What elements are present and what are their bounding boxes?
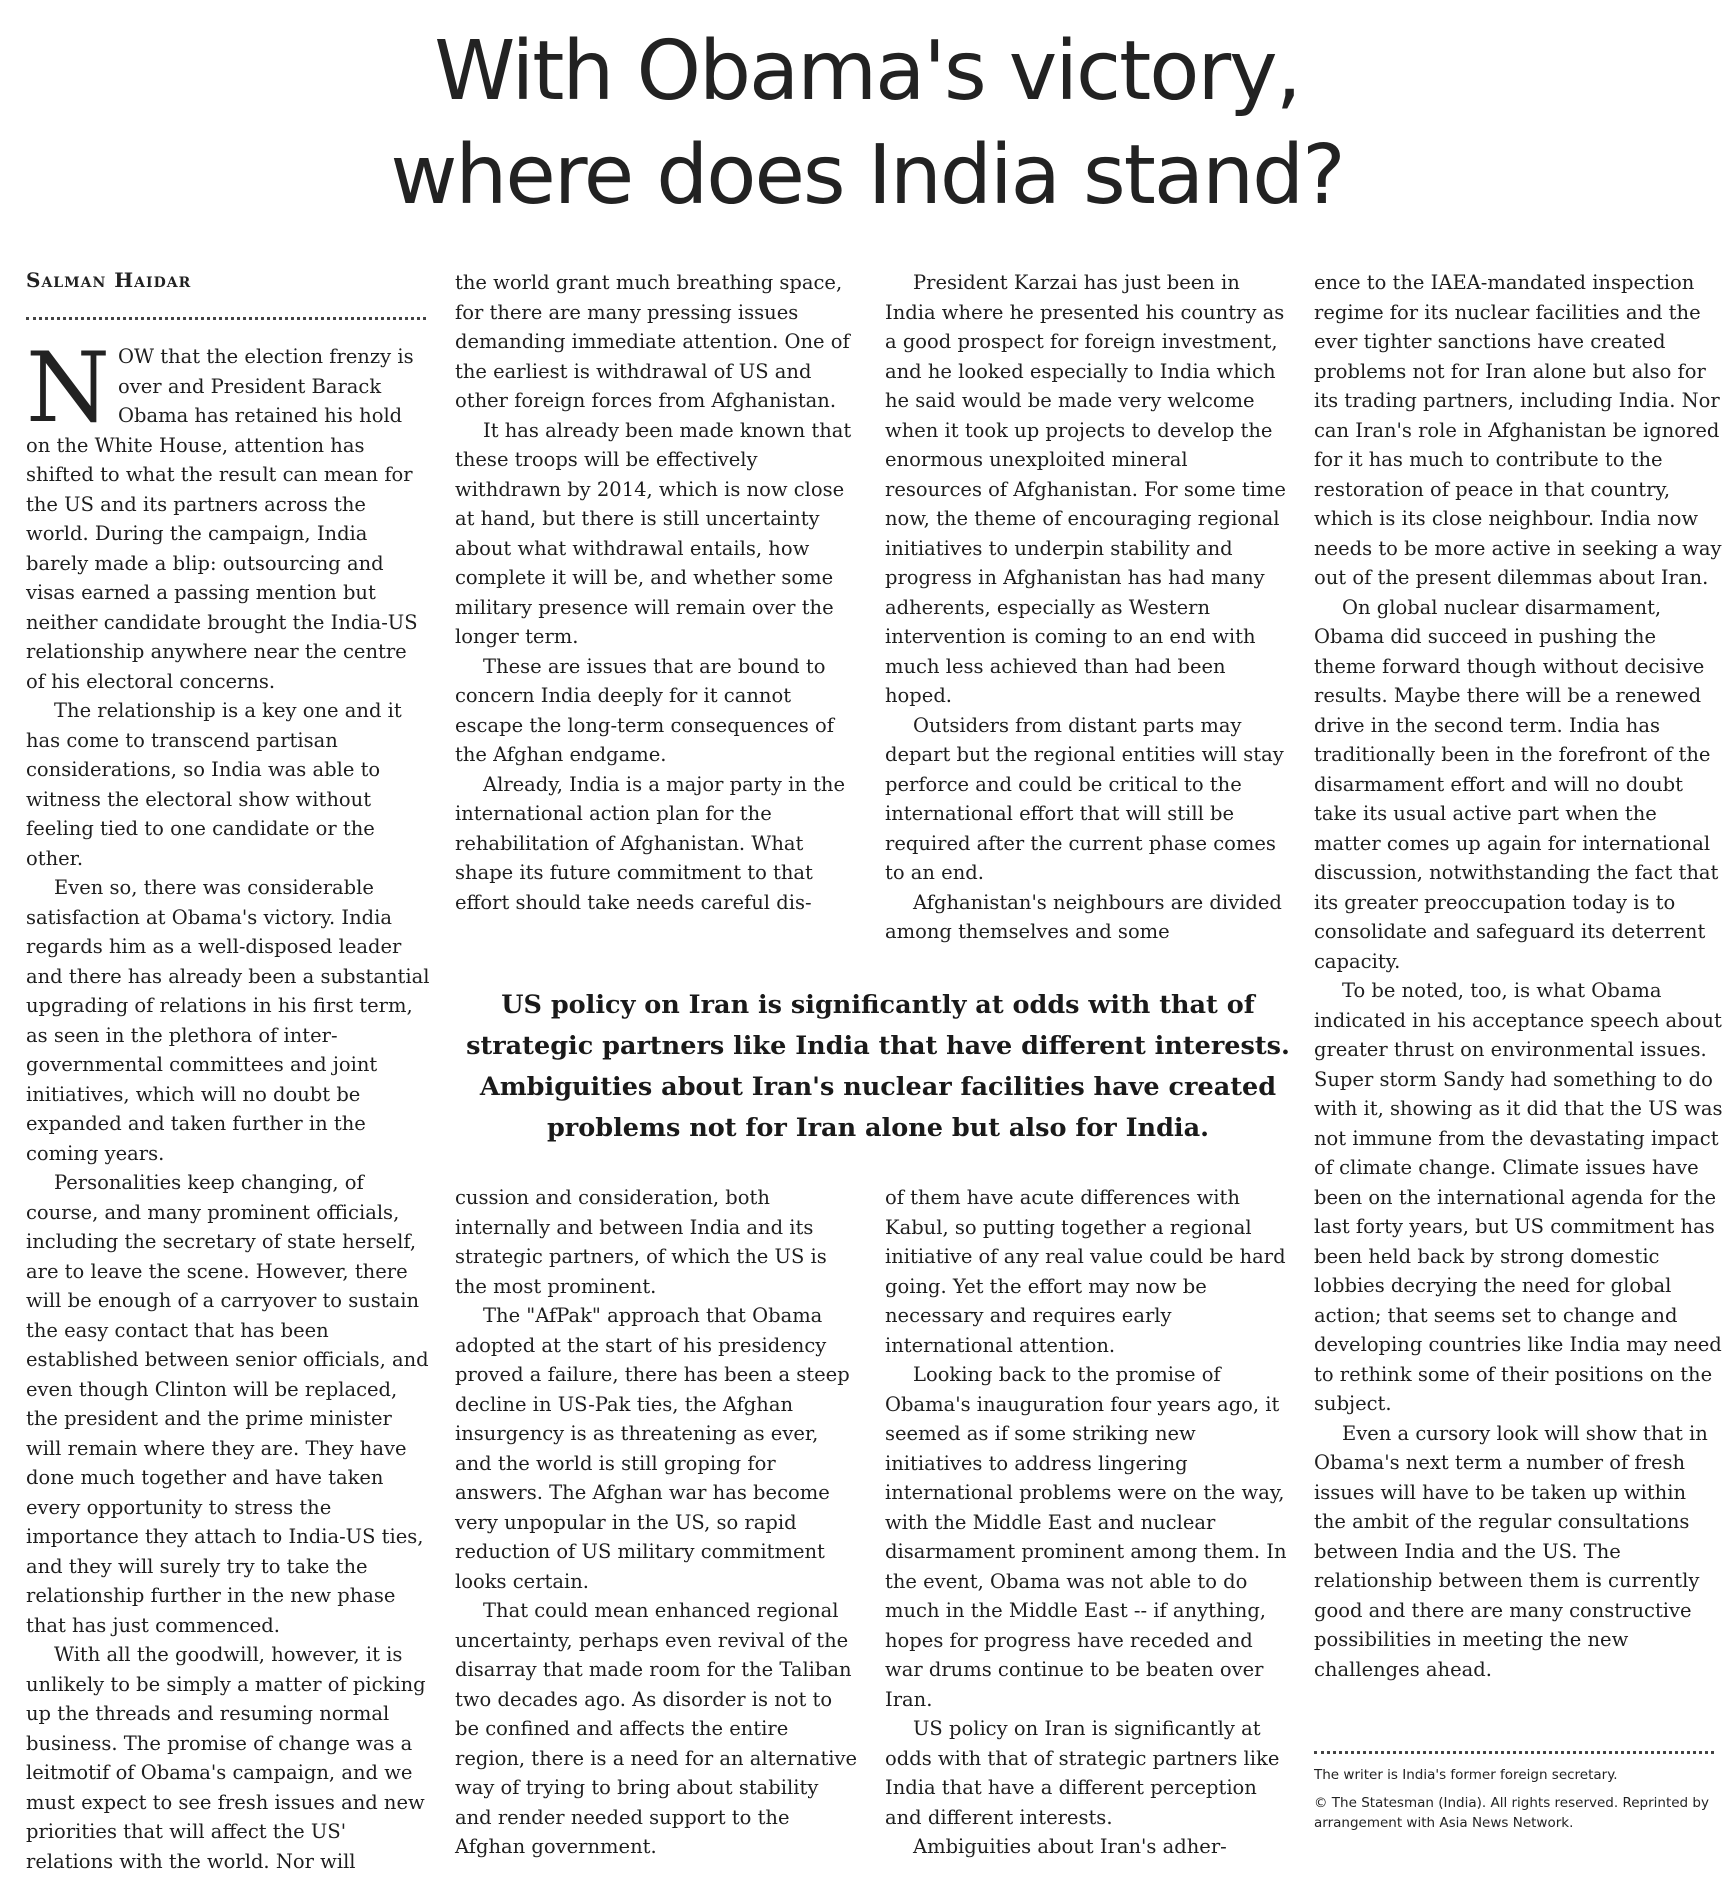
headline [0,20,1734,228]
byline-rule [26,317,426,320]
column-3-top [885,268,1289,947]
column-2-top [455,268,859,917]
author-note: The writer is India's former foreign secretary. [1314,1767,1618,1783]
paragraph: It has already been made known that these troops will be effectively withdrawn by 2014, which is now close at hand, but there is still uncertainty about what withdrawal entails, how complete it will be, and whether some military presence will remain over the longer term. [455,418,852,648]
paragraph: cussion and consideration, both internally and between India and its strategic partners, of which the US is the most prominent. [455,1186,827,1298]
paragraph: With all the goodwill, however, it is unlikely to be simply a matter of picking up the threads and resuming normal business. The promise of change was a leitmotif of Obama's campaign, and we must expect to see fresh issues and new priorities that will affect the US' relations with the world. Nor will [26,1643,426,1873]
paragraph: Even a cursory look will show that in Obama's next term a number of fresh issues will have to be taken up within the ambit of the regular consultations between India and the US. The relationship between them is currently good and there are many constructive possibilities in meeting the new challenges ahead. [1314,1421,1708,1681]
paragraph: Ambiguities about Iran's adher- [913,1835,1227,1858]
paragraph: of them have acute differences with Kabul, so putting together a regional initiative of any real value could be hard going. Yet the effort may now be necessary and requires early international attention. [885,1186,1286,1357]
paragraph: the world grant much breathing space, for there are many pressing issues demanding immediate attention. One of the earliest is withdrawal of US and other foreign forces from Afghanistan. [455,271,850,412]
paragraph-text: OW that the election frenzy is over and President Barack Obama has retained his hold on the White House, attention has shifted to what the result can mean for the US and its partners across the world. During the campaign, India barely made a blip: outsourcing and visas earned a passing mention but neither candidate brought the India-US relationship anywhere near the centre of his electoral concerns. [26,345,418,693]
paragraph: The relationship is a key one and it has come to transcend partisan considerations, so India was able to witness the electoral show without feeling tied to one candidate or the other. [26,699,402,870]
paragraph: ence to the IAEA-mandated inspection regime for its nuclear facilities and the ever tighter sanctions have created problems not for Iran alone but also for its trading partners, including India. Nor can Iran's role in Afghanistan be ignored for it has much to contribute to the restoration of peace in that country, which is its close neighbour. India now needs to be more active in seeking a way out of the present dilemmas about Iran. [1314,271,1722,589]
paragraph: The "AfPak" approach that Obama adopted at the start of his presidency proved a failure, there has been a steep decline in US-Pak ties, the Afghan insurgency is as threatening as ever, and the world is still groping for answers. The Afghan war has become very unpopular in the US, so rapid reduction of US military commitment looks certain. [455,1304,850,1593]
paragraph: Afghanistan's neighbours are divided among themselves and some [885,890,1282,943]
paragraph: That could mean enhanced regional uncertainty, perhaps even revival of the disarray that made room for the Taliban two decades ago. As disorder is not to be confined and affects the entire region, there is a need for an alternative way of trying to bring about stability and render needed support to the Afghan government. [455,1599,858,1858]
paragraph: To be noted, too, is what Obama indicated in his acceptance speech about greater thrust on environmental issues. Super storm Sandy had something to do with it, showing as it did that the US was not immune from the devastating impact of climate change. Climate issues have been on the international agenda for the last forty years, but US commitment has been held back by strong domestic lobbies decrying the need for global action; that seems set to change and developing countries like India may need to rethink some of their positions on the subject. [1314,979,1723,1415]
paragraph: On global nuclear disarmament, Obama did succeed in pushing the theme forward though without decisive results. Maybe there will be a renewed drive in the second term. India has traditionally been in the forefront of the disarmament effort and will no doubt take its usual active part when the matter comes up again for international discussion, notwithstanding the fact that its greater preoccupation today is to consolidate and safeguard its deterrent capacity. [1314,595,1719,973]
paragraph: President Karzai has just been in India where he presented his country as a good prospect for foreign investment, and he looked especially to India which he said would be made very welcome when it took up projects to develop the enormous unexploited mineral resources of Afghanistan. For some time now, the theme of encouraging regional initiatives to underpin stability and progress in Afghanistan has had many adherents, especially as Western intervention is coming to an end with much less achieved than had been hoped. [885,271,1286,707]
byline: Salman Haidar [26,268,192,292]
headline-line-2: where does India stand? [390,128,1344,223]
column-3-bottom [885,1183,1289,1862]
pull-quote: US policy on Iran is significantly at odds with that of strategic partners like India that have different interests. Ambiguities about Iran's nuclear facilities have created problems not for Iran alone but also for India. [466,990,1290,1143]
headline-line-1: With Obama's victory, [434,24,1300,119]
column-4 [1314,268,1724,1684]
paragraph: Looking back to the promise of Obama's inauguration four years ago, it seemed as if some striking new initiatives to address lingering international problems were on the way, with the Middle East and nuclear disarmament prominent among them. In the event, Obama was not able to do much in the Middle East -- if anything, hopes for progress have receded and war drums continue to be beaten over Iran. [885,1363,1287,1711]
paragraph: Personalities keep changing, of course, and many prominent officials, including the secretary of state herself, are to leave the scene. However, there will be enough of a carryover to sustain the easy contact that has been established between senior officials, and even though Clinton will be replaced, the president and the prime minister will remain where they are. They have done much together and have taken every opportunity to stress the importance they attach to India-US ties, and they will surely try to take the relationship further in the new phase that has just commenced. [26,1171,429,1637]
paragraph: US policy on Iran is significantly at odds with that of strategic partners like India that have a different perception and different interests. [885,1717,1280,1829]
credits [1314,1765,1724,1837]
credits-rule [1314,1751,1714,1754]
paragraph: Already, India is a major party in the international action plan for the rehabilitation of Afghanistan. What shape its future commitment to that effort should take needs careful dis- [455,772,846,914]
column-2-bottom [455,1183,859,1862]
paragraph: These are issues that are bound to concern India deeply for it cannot escape the long-term consequences of the Afghan endgame. [455,654,834,766]
copyright-line: © The Statesman (India). All rights reserved. Reprinted by arrangement with Asia News Network. [1314,1795,1709,1831]
paragraph: Even so, there was considerable satisfaction at Obama's victory. India regards him as a well-disposed leader and there has already been a substantial upgrading of relations in his first term, as seen in the plethora of inter-governmental committees and joint initiatives, which will no doubt be expanded and taken further in the coming years. [26,876,430,1165]
column-1 [26,332,430,1876]
paragraph: Outsiders from distant parts may depart but the regional entities will stay perforce and could be critical to the international effort that will still be required after the current phase comes to an end. [885,713,1284,884]
drop-cap: N [26,332,110,444]
paragraph [26,332,430,696]
